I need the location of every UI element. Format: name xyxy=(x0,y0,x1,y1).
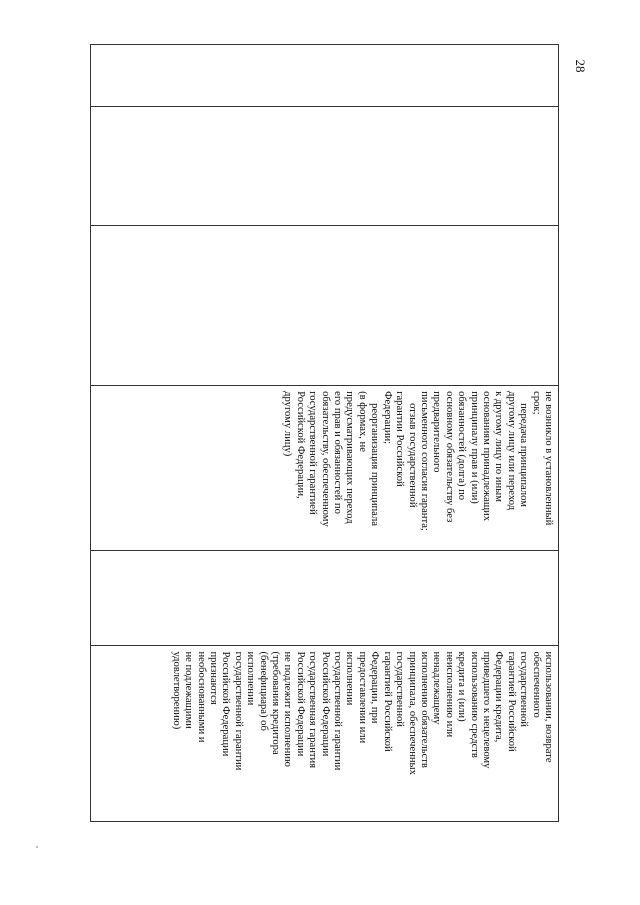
text-line: предоставлении или xyxy=(356,651,368,744)
text-line: Российской Федерации xyxy=(294,651,306,757)
text-line: признаются xyxy=(208,651,220,705)
text-line: другому лицу) xyxy=(282,391,294,457)
text-line: Российской Федерации xyxy=(319,651,331,757)
text-line: исполнению обязательств xyxy=(418,651,430,768)
text-line: государственная гарантия xyxy=(307,651,319,769)
revocation-grounds-cell xyxy=(277,386,558,550)
text-line: гарантией Российской xyxy=(381,651,393,752)
table-column-6 xyxy=(91,646,558,821)
text-line: основному обязательству без xyxy=(443,391,455,523)
scan-speck xyxy=(36,846,38,848)
text-line: исполнении xyxy=(245,651,257,706)
text-line: обязанностей (долга) по xyxy=(456,391,468,501)
text-line: Федерации кредита, xyxy=(493,651,505,743)
text-line: (требования кредитора xyxy=(270,651,282,755)
text-line: гарантией Российской xyxy=(505,651,517,752)
table-column-3 xyxy=(91,226,558,387)
text-line: государственной гарантии xyxy=(332,651,344,771)
text-line: другому лицу или переход xyxy=(505,391,517,511)
text-line: кредита и (или) xyxy=(456,651,468,722)
table-column-4 xyxy=(91,386,558,551)
text-line: Федерации; xyxy=(381,391,393,445)
text-line: предварительного xyxy=(431,391,443,473)
text-line: использованию средств xyxy=(468,651,480,758)
text-line: письменного согласия гаранта; xyxy=(418,391,430,531)
rotated-table-container xyxy=(90,44,559,822)
page-number: 28 xyxy=(573,59,588,73)
text-line: гарантии Российской xyxy=(394,391,406,487)
text-line: неисполнению или xyxy=(443,651,455,738)
text-line: ненадлежащему xyxy=(431,651,443,725)
text-line: (бенефициара) об xyxy=(257,651,269,731)
text-line: необоснованными и xyxy=(195,651,207,743)
non-execution-conditions-cell xyxy=(165,646,558,821)
text-line: обеспеченного xyxy=(530,651,542,718)
text-line: принципала, обеспеченных xyxy=(406,651,418,775)
text-line: не подлежит исполнению xyxy=(282,651,294,767)
text-line: реорганизация принципала xyxy=(369,403,381,526)
text-line: удовлетворению) xyxy=(170,651,182,730)
text-line: государственной гарантией xyxy=(307,391,319,515)
text-line: государственной xyxy=(394,651,406,727)
text-line: к другому лицу по иным xyxy=(493,391,505,502)
text-line: государственной гарантии xyxy=(232,651,244,771)
text-line: не возникло в установленный xyxy=(543,391,554,526)
text-line: предусматривающих переход xyxy=(344,391,356,524)
text-line: передача принципалом xyxy=(518,403,530,507)
text-line: приведшего к нецелевому xyxy=(480,651,492,769)
text-line: государственной xyxy=(518,651,530,727)
text-line: основаниям принадлежащих xyxy=(480,391,492,522)
text-line: Российской Федерации, xyxy=(294,391,306,499)
text-line: использовании, возврате xyxy=(543,651,554,763)
text-line: его прав и обязанностей по xyxy=(332,391,344,514)
text-line: отзыв государственной xyxy=(406,403,418,508)
table-column-1 xyxy=(91,45,558,107)
text-line: исполнении xyxy=(344,651,356,706)
text-line: принципалу прав и (или) xyxy=(468,391,480,504)
text-line: срок; xyxy=(530,391,542,415)
text-line: Федерации, при xyxy=(369,651,381,724)
text-line: (в формах, не xyxy=(356,391,368,452)
text-line: обязательству, обеспеченному xyxy=(319,391,331,527)
table-column-5 xyxy=(91,551,558,647)
text-line: не подлежащими xyxy=(183,651,195,729)
table-column-2 xyxy=(91,107,558,226)
guarantee-conditions-table xyxy=(90,44,559,822)
text-line: Российской Федерации xyxy=(220,651,232,757)
